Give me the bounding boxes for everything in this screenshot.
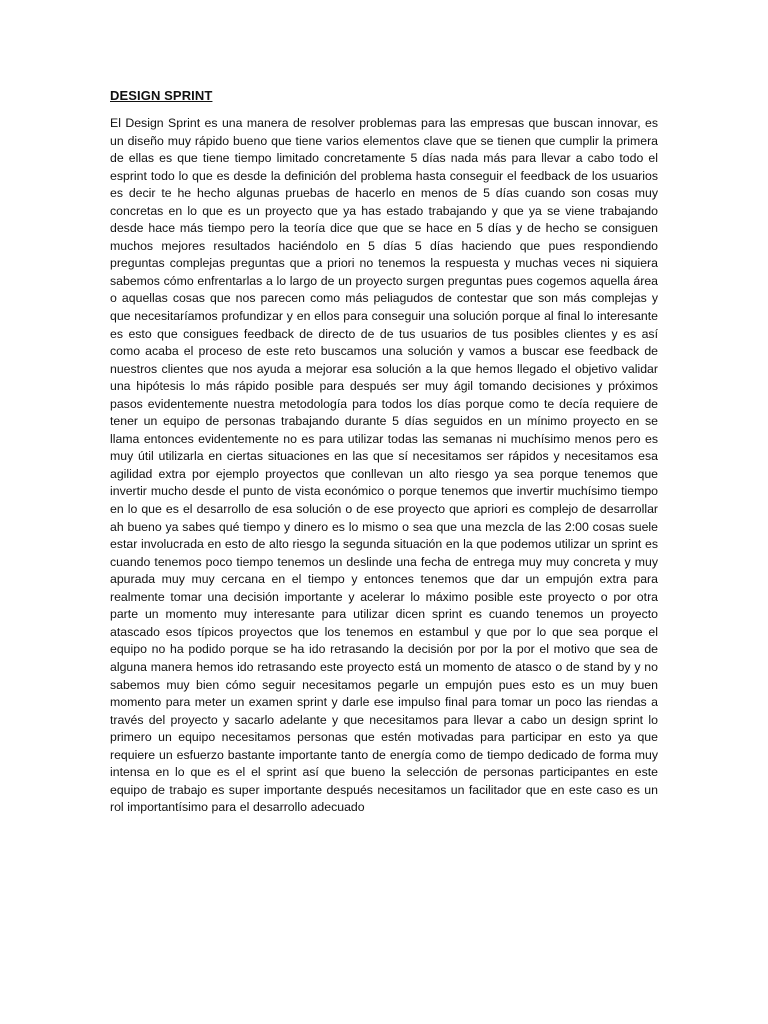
document-title: DESIGN SPRINT <box>110 88 213 103</box>
document-body-paragraph: El Design Sprint es una manera de resolver problemas para las empresas que buscan innovar, es un diseño muy rápido bueno que tiene varios elementos clave que se tienen que cumplir la primera de ellas es que tiene tiempo limitado concretamente 5 días nada más para llevar a cabo todo el esprint todo lo que es desde la definición del problema hasta conseguir el feedback de los usuarios es decir te he hecho algunas pruebas de hacerlo en menos de 5 días cuando son cosas muy concretas en lo que es un proyecto que ya has estado trabajando y que ya se viene trabajando desde hace más tiempo pero la teoría dice que que se hace en 5 días y de hecho se consiguen muchos mejores resultados haciéndolo en 5 días 5 días haciendo que pues respondiendo preguntas complejas preguntas que a priori no tenemos la respuesta y muchas veces ni siquiera sabemos cómo enfrentarlas a lo largo de un proyecto surgen preguntas pues cogemos aquella área o aquellas cosas que nos parecen como más peliagudos de contestar que son más complejas y que necesitaríamos profundizar y en ellos para conseguir una solución porque al final lo interesante es esto que consigues feedback de directo de de tus usuarios de tus posibles clientes y es así como acaba el proceso de este reto buscamos una solución y vamos a buscar ese feedback de nuestros clientes que nos ayuda a mejorar esa solución a la que hemos llegado el objetivo validar una hipótesis lo más rápido posible para después ser muy ágil tomando decisiones y próximos pasos evidentemente nuestra metodología para todos los días porque como te decía requiere de tener un equipo de personas trabajando durante 5 días seguidos en un mínimo proyecto en se llama entonces evidentemente no es para utilizar todas las semanas ni muchísimo menos pero es muy útil utilizarla en ciertas situaciones en las que sí necesitamos ser rápidos y necesitamos esa agilidad extra por ejemplo proyectos que conllevan un alto riesgo ya sea porque tenemos que invertir mucho desde el punto de vista económico o porque tenemos que invertir muchísimo tiempo en lo que es el desarrollo de esa solución o de ese proyecto que apriori es complejo de desarrollar ah bueno ya sabes qué tiempo y dinero es lo mismo o sea que una mezcla de las 2:00 cosas suele estar involucrada en esto de alto riesgo la segunda situación en la que podemos utilizar un sprint es cuando tenemos poco tiempo tenemos un deslinde una fecha de entrega muy muy concreta y muy apurada muy muy cercana en el tiempo y entonces tenemos que dar un empujón extra para realmente tomar una decisión importante y acelerar lo máximo posible este proyecto o por otra parte un momento muy interesante para utilizar dicen sprint es cuando tenemos un proyecto atascado esos típicos proyectos que los tenemos en estambul y que por lo que sea porque el equipo no ha podido porque se ha ido retrasando la decisión por por la por el motivo que sea de alguna manera hemos ido retrasando este proyecto está un momento de atasco o de stand by y no sabemos muy bien cómo seguir necesitamos pegarle un empujón pues esto es un muy buen momento para meter un examen sprint y darle ese impulso final para tomar un poco las riendas a través del proyecto y sacarlo adelante y que necesitamos para llevar a cabo un design sprint lo primero un equipo necesitamos personas que estén motivadas para participar en esto ya que requiere un esfuerzo bastante importante tanto de energía como de tiempo dedicado de forma muy intensa en lo que es el el sprint así que bueno la selección de personas participantes en este equipo de trabajo es super importante después necesitamos un facilitador que en este caso es un rol importantísimo para el desarrollo adecuado <box>110 116 658 815</box>
